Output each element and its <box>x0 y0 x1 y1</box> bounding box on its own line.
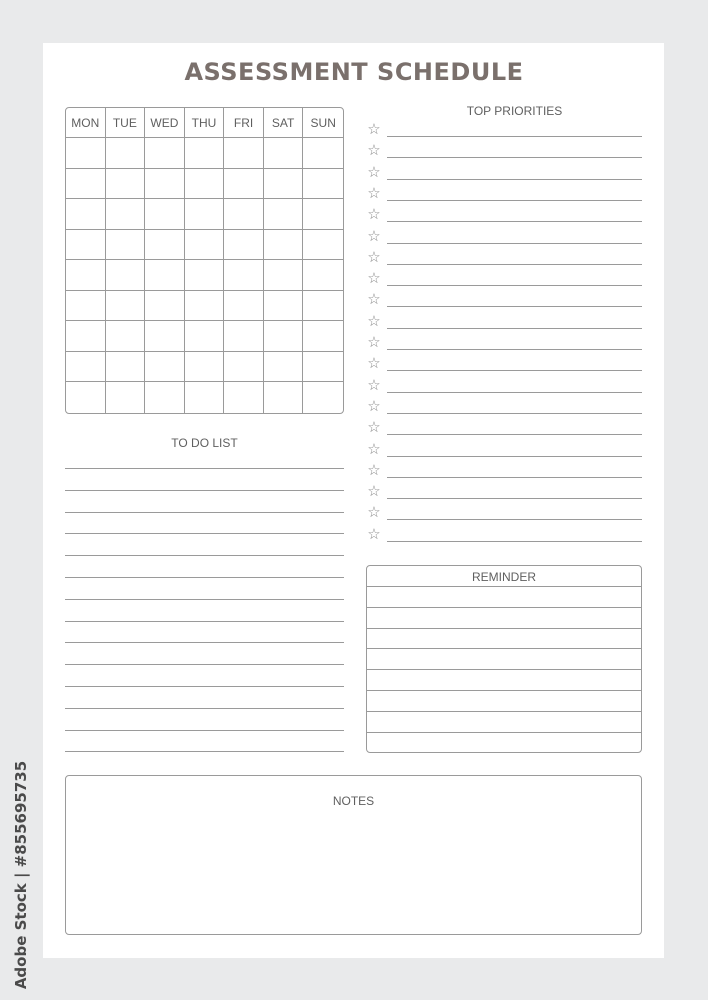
todo-line[interactable] <box>65 730 344 731</box>
calendar-cell[interactable] <box>145 260 185 291</box>
calendar-cell[interactable] <box>264 291 304 322</box>
star-outline-icon: ☆ <box>367 483 381 501</box>
calendar-cell[interactable] <box>66 169 106 200</box>
calendar-cell[interactable] <box>224 138 264 169</box>
todo-line[interactable] <box>65 577 344 578</box>
priority-line[interactable] <box>387 370 642 371</box>
todo-line[interactable] <box>65 533 344 534</box>
calendar-cell[interactable] <box>185 169 225 200</box>
star-outline-icon: ☆ <box>367 525 381 543</box>
todo-line[interactable] <box>65 621 344 622</box>
calendar-cell[interactable] <box>145 352 185 383</box>
priority-line[interactable] <box>387 200 642 201</box>
priority-line[interactable] <box>387 498 642 499</box>
todo-line[interactable] <box>65 512 344 513</box>
watermark-text: Adobe Stock | #855695735 <box>12 760 30 990</box>
star-outline-icon: ☆ <box>367 163 381 181</box>
priority-line[interactable] <box>387 221 642 222</box>
calendar-cell[interactable] <box>185 230 225 261</box>
priority-line[interactable] <box>387 541 642 542</box>
star-outline-icon: ☆ <box>367 291 381 309</box>
notes-label: NOTES <box>332 794 375 808</box>
calendar-cell[interactable] <box>106 352 146 383</box>
calendar-cell[interactable] <box>264 138 304 169</box>
calendar-cell[interactable] <box>224 291 264 322</box>
todo-line[interactable] <box>65 555 344 556</box>
watermark <box>8 760 34 990</box>
reminder-label: REMINDER <box>471 570 536 584</box>
weekday-header: SUN <box>303 108 343 138</box>
calendar-cell[interactable] <box>106 291 146 322</box>
priority-line[interactable] <box>387 477 642 478</box>
priority-line[interactable] <box>387 519 642 520</box>
weekday-header: THU <box>185 108 225 138</box>
reminder-line[interactable] <box>367 690 641 691</box>
calendar-cell[interactable] <box>145 382 185 413</box>
star-outline-icon: ☆ <box>367 440 381 458</box>
calendar-cell[interactable] <box>66 321 106 352</box>
todo-line[interactable] <box>65 708 344 709</box>
calendar-cell[interactable] <box>303 230 343 261</box>
weekly-calendar-grid <box>65 107 344 414</box>
star-outline-icon: ☆ <box>367 312 381 330</box>
calendar-cell[interactable] <box>303 291 343 322</box>
reminder-line[interactable] <box>367 648 641 649</box>
calendar-cell[interactable] <box>303 321 343 352</box>
calendar-cell[interactable] <box>106 321 146 352</box>
calendar-cell[interactable] <box>303 352 343 383</box>
calendar-cell[interactable] <box>145 291 185 322</box>
priority-line[interactable] <box>387 413 642 414</box>
top-priorities-label: TOP PRIORITIES <box>466 104 563 118</box>
calendar-cell[interactable] <box>106 260 146 291</box>
todo-list-label: TO DO LIST <box>171 436 238 450</box>
notes-box <box>65 775 642 935</box>
todo-line[interactable] <box>65 686 344 687</box>
reminder-line[interactable] <box>367 607 641 608</box>
todo-line[interactable] <box>65 751 344 752</box>
calendar-cell[interactable] <box>264 321 304 352</box>
priority-line[interactable] <box>387 243 642 244</box>
star-outline-icon: ☆ <box>367 355 381 373</box>
todo-line[interactable] <box>65 599 344 600</box>
calendar-cell[interactable] <box>66 260 106 291</box>
reminder-line[interactable] <box>367 586 641 587</box>
todo-line[interactable] <box>65 468 344 469</box>
calendar-cell[interactable] <box>303 260 343 291</box>
star-outline-icon: ☆ <box>367 142 381 160</box>
calendar-cell[interactable] <box>303 199 343 230</box>
priority-line[interactable] <box>387 392 642 393</box>
calendar-cell[interactable] <box>66 230 106 261</box>
weekday-header: TUE <box>106 108 146 138</box>
star-outline-icon: ☆ <box>367 419 381 437</box>
reminder-box <box>366 565 642 753</box>
star-outline-icon: ☆ <box>367 461 381 479</box>
reminder-line[interactable] <box>367 711 641 712</box>
calendar-cell[interactable] <box>303 169 343 200</box>
star-outline-icon: ☆ <box>367 227 381 245</box>
weekday-header: SAT <box>264 108 304 138</box>
star-outline-icon: ☆ <box>367 206 381 224</box>
weekday-header: MON <box>66 108 106 138</box>
calendar-cell[interactable] <box>303 138 343 169</box>
calendar-cell[interactable] <box>106 138 146 169</box>
calendar-cell[interactable] <box>185 291 225 322</box>
todo-line[interactable] <box>65 490 344 491</box>
calendar-cell[interactable] <box>106 169 146 200</box>
weekday-header: WED <box>145 108 185 138</box>
priority-line[interactable] <box>387 264 642 265</box>
calendar-cell[interactable] <box>106 382 146 413</box>
calendar-cell[interactable] <box>303 382 343 413</box>
star-outline-icon: ☆ <box>367 504 381 522</box>
calendar-cell[interactable] <box>145 138 185 169</box>
weekday-header: FRI <box>224 108 264 138</box>
reminder-line[interactable] <box>367 669 641 670</box>
priority-line[interactable] <box>387 328 642 329</box>
star-outline-icon: ☆ <box>367 376 381 394</box>
calendar-cell[interactable] <box>66 382 106 413</box>
star-outline-icon: ☆ <box>367 184 381 202</box>
page-title: ASSESSMENT SCHEDULE <box>184 58 524 86</box>
priority-line[interactable] <box>387 306 642 307</box>
calendar-cell[interactable] <box>145 169 185 200</box>
calendar-cell[interactable] <box>264 199 304 230</box>
calendar-cell[interactable] <box>224 230 264 261</box>
todo-line[interactable] <box>65 664 344 665</box>
calendar-cell[interactable] <box>145 230 185 261</box>
star-outline-icon: ☆ <box>367 397 381 415</box>
calendar-cell[interactable] <box>224 352 264 383</box>
calendar-cell[interactable] <box>185 199 225 230</box>
star-outline-icon: ☆ <box>367 270 381 288</box>
calendar-cell[interactable] <box>224 169 264 200</box>
calendar-cell[interactable] <box>66 199 106 230</box>
calendar-cell[interactable] <box>185 321 225 352</box>
todo-line[interactable] <box>65 642 344 643</box>
calendar-cell[interactable] <box>264 382 304 413</box>
calendar-cell[interactable] <box>224 260 264 291</box>
priority-line[interactable] <box>387 136 642 137</box>
calendar-cell[interactable] <box>66 138 106 169</box>
calendar-cell[interactable] <box>224 321 264 352</box>
calendar-cell[interactable] <box>66 352 106 383</box>
priority-line[interactable] <box>387 285 642 286</box>
priority-line[interactable] <box>387 434 642 435</box>
calendar-cell[interactable] <box>185 352 225 383</box>
calendar-cell[interactable] <box>106 230 146 261</box>
priority-line[interactable] <box>387 179 642 180</box>
calendar-cell[interactable] <box>106 199 146 230</box>
calendar-cell[interactable] <box>145 321 185 352</box>
priority-line[interactable] <box>387 349 642 350</box>
calendar-cell[interactable] <box>66 291 106 322</box>
calendar-cell[interactable] <box>185 138 225 169</box>
priority-line[interactable] <box>387 157 642 158</box>
star-outline-icon: ☆ <box>367 248 381 266</box>
calendar-cell[interactable] <box>264 169 304 200</box>
calendar-cell[interactable] <box>264 352 304 383</box>
reminder-line[interactable] <box>367 628 641 629</box>
star-outline-icon: ☆ <box>367 334 381 351</box>
calendar-cell[interactable] <box>224 199 264 230</box>
calendar-cell[interactable] <box>264 230 304 261</box>
calendar-cell[interactable] <box>185 382 225 413</box>
priority-line[interactable] <box>387 456 642 457</box>
calendar-cell[interactable] <box>264 260 304 291</box>
calendar-cell[interactable] <box>224 382 264 413</box>
reminder-line[interactable] <box>367 732 641 733</box>
calendar-cell[interactable] <box>145 199 185 230</box>
star-outline-icon: ☆ <box>367 121 381 138</box>
calendar-cell[interactable] <box>185 260 225 291</box>
